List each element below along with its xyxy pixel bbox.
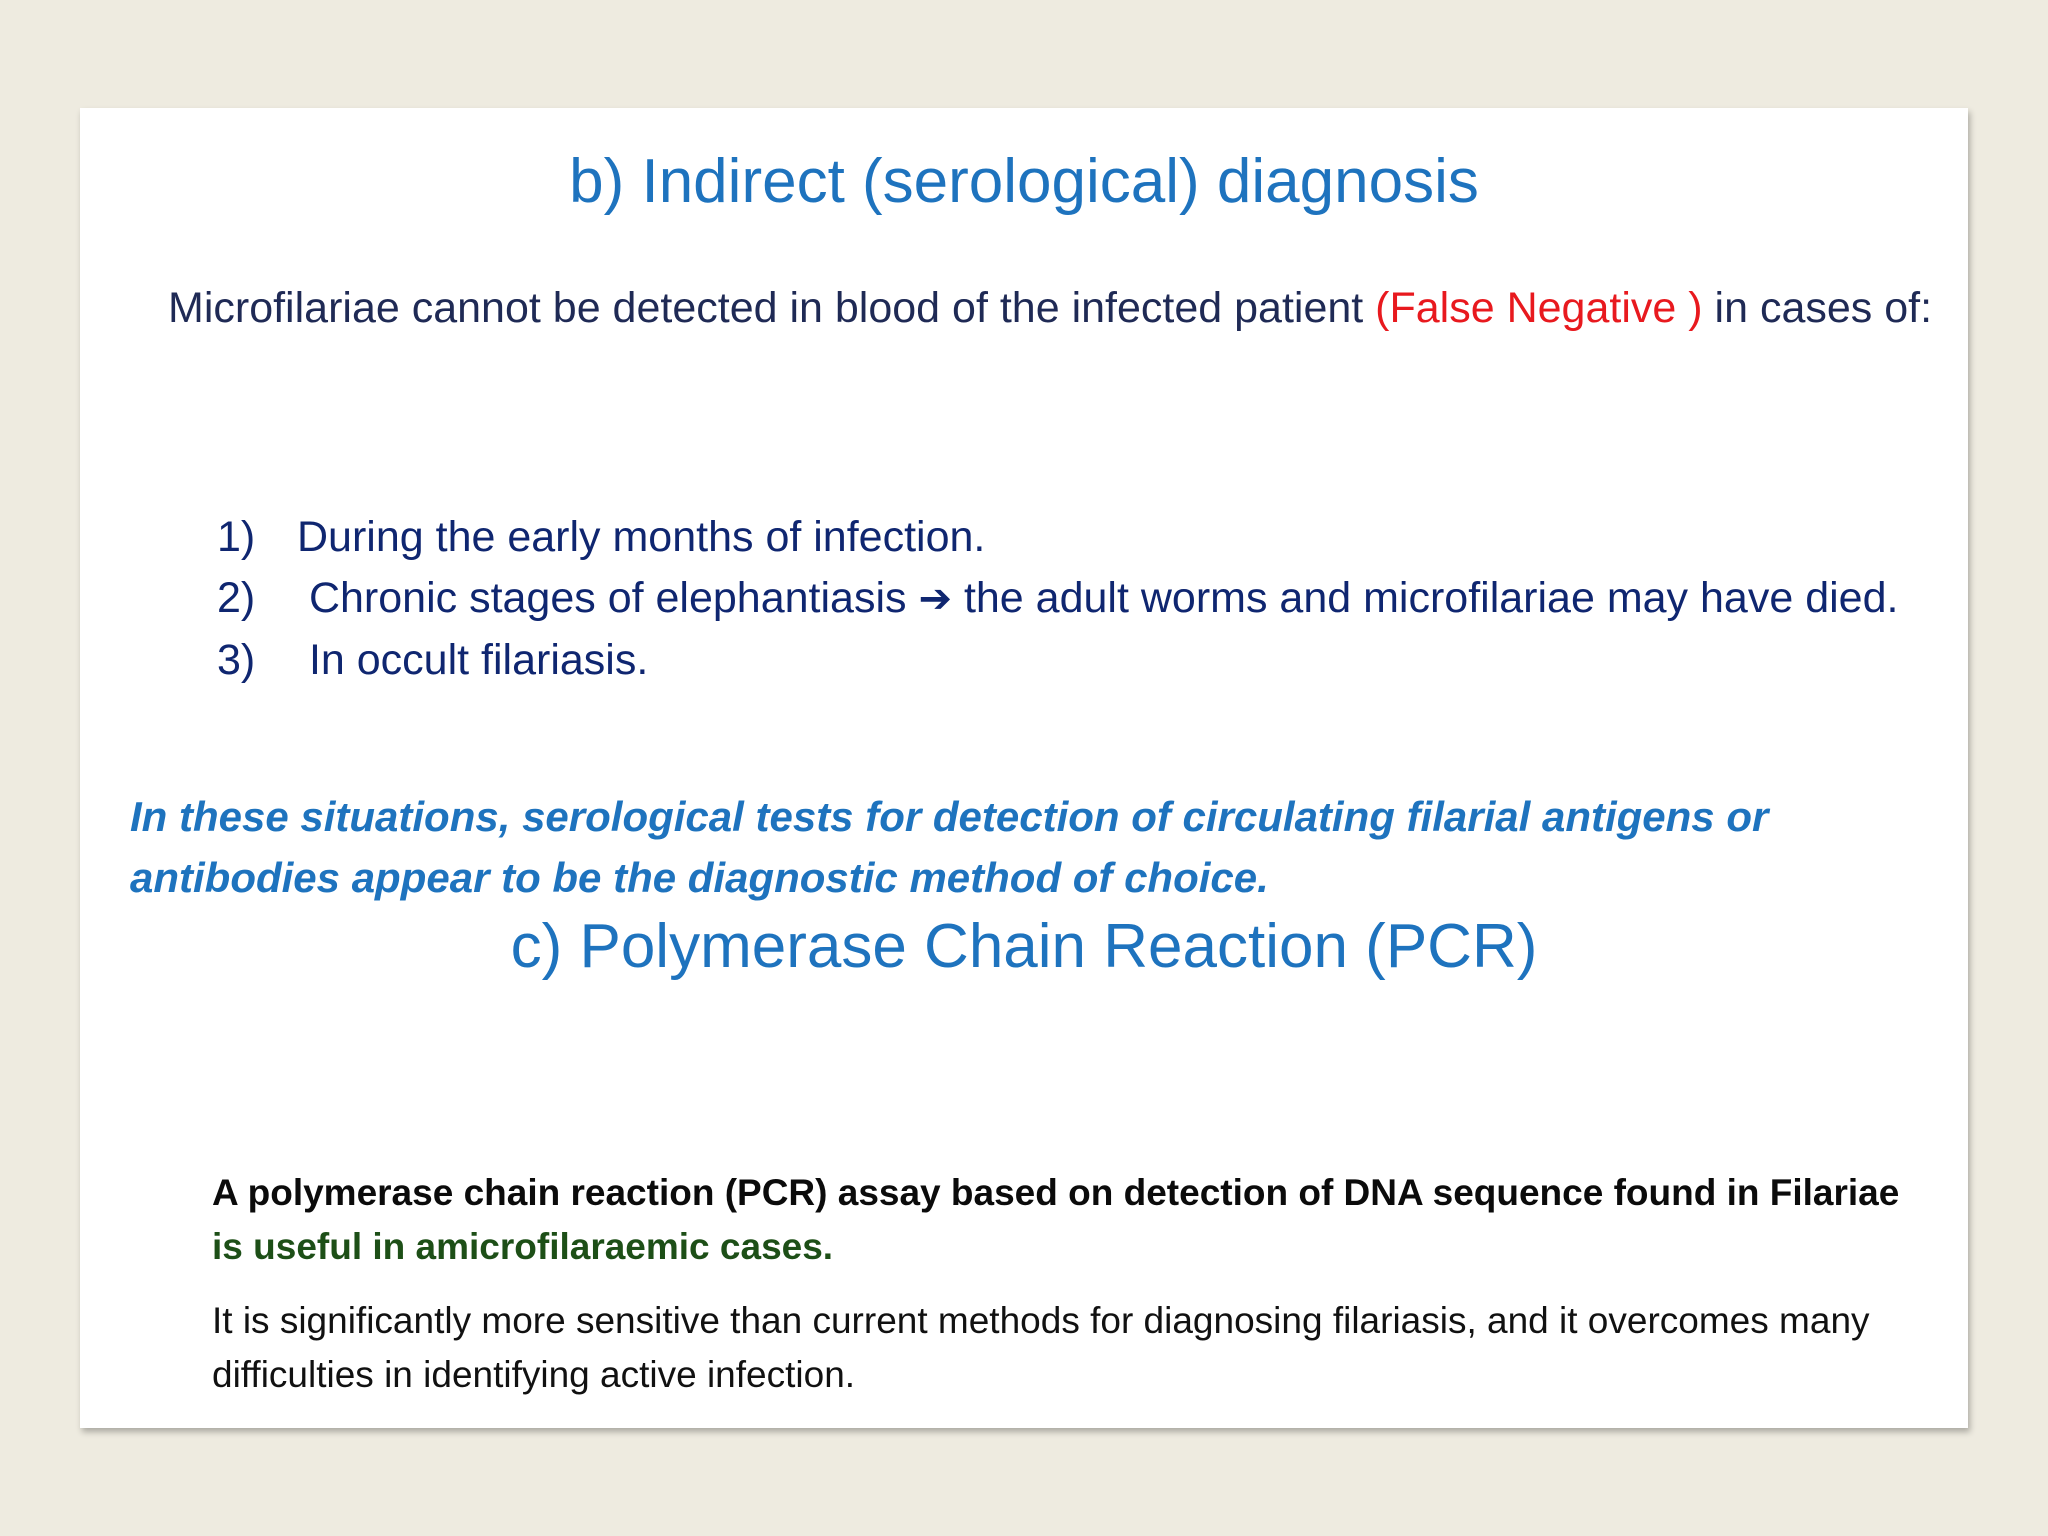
pcr-usefulness-highlight: is useful in amicrofilaraemic cases. [212,1226,834,1267]
section-c-title: c) Polymerase Chain Reaction (PCR) [510,912,1538,981]
pcr-summary [212,1166,1932,1274]
list-item-number: 2) [217,574,256,622]
intro-text: Microfilariae cannot be detected in blood of the infected patient [168,284,1376,332]
false-negative-highlight: (False Negative ) [1375,284,1703,332]
pcr-summary-text: A polymerase chain reaction (PCR) assay based on detection of DNA sequence found in Filariae [212,1172,1900,1213]
list-item [217,507,1917,568]
list-item [217,630,1917,691]
list-item-text: During the early months of infection. [297,513,986,561]
list-item-number: 1) [217,513,256,561]
slide [80,108,1968,1428]
intro-end: in cases of: [1702,284,1933,332]
intro-paragraph [168,278,1948,339]
serology-conclusion: In these situations, serological tests for detection of circulating filarial antigens or antibodies appear to be the diagnostic method of choice. [130,793,1769,901]
list-item-text: Chronic stages of elephantiasis ➔ the adult worms and microfilariae may have died. [297,574,1899,622]
pcr-description: It is significantly more sensitive than current methods for diagnosing filariasis, and it overcomes many difficulties in identifying active infection. [212,1300,1870,1395]
list-item-number: 3) [217,636,256,684]
list-item [217,568,1917,630]
section-b-title: b) Indirect (serological) diagnosis [569,147,1479,216]
list-item-text: In occult filariasis. [297,636,649,684]
right-arrow-icon: ➔ [918,576,952,622]
cases-list [217,507,1917,691]
